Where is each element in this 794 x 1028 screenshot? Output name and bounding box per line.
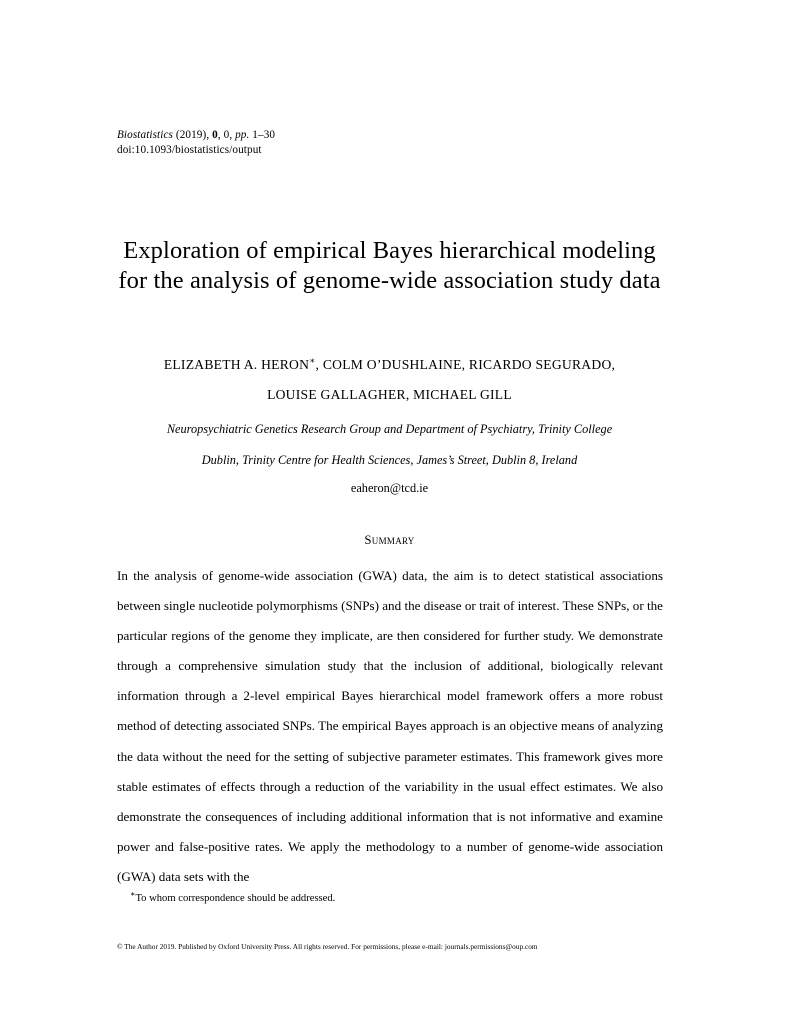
author-names-first-row: ELIZABETH A. HERON <box>163 357 310 372</box>
footnote-text: To whom correspondence should be addressed. <box>135 893 336 904</box>
author-line-1 <box>117 350 662 380</box>
page-title: Exploration of empirical Bayes hierarchical modeling for the analysis of genome-wide association study data <box>118 237 661 294</box>
abstract-section <box>117 561 663 892</box>
journal-header <box>117 128 662 157</box>
journal-issue: , 0, <box>217 129 236 141</box>
journal-volume: 0 <box>212 129 218 141</box>
footnote-corresponding-author <box>130 889 660 906</box>
affiliation-block <box>117 414 662 476</box>
corresponding-email: eaheron@tcd.ie <box>350 481 429 495</box>
journal-page-range: 1–30 <box>249 129 276 141</box>
doi-line: doi:10.1093/biostatistics/output <box>117 143 262 156</box>
affiliation-line-1: Neuropsychiatric Genetics Research Group and Department of Psychiatry, Trinity College <box>166 422 613 436</box>
journal-name: Biostatistics <box>117 129 173 141</box>
journal-year: (2019), <box>173 129 213 141</box>
copyright-notice: © The Author 2019. Published by Oxford University Press. All rights reserved. For permissions, please e-mail: journals.permissions@oup.com <box>117 942 538 951</box>
journal-citation-line <box>117 129 275 141</box>
author-names-first-row-rest: , COLM O’DUSHLAINE, RICARDO SEGURADO, <box>315 357 616 372</box>
affiliation-line-2: Dublin, Trinity Centre for Health Sciences, James’s Street, Dublin 8, Ireland <box>201 453 578 467</box>
author-line-2: LOUISE GALLAGHER, MICHAEL GILL <box>267 387 512 402</box>
footnote-marker: ∗ <box>130 889 136 899</box>
abstract-text: In the analysis of genome-wide association (GWA) data, the aim is to detect statistical associations between single nucleotide polymorphisms (SNPs) and the disease or trait of interest. These SNPs, or the particular regions of the genome they implicate, are then considered for further study. We demonstrate through a comprehensive simulation study that the inclusion of additional, biologically relevant information through a 2-level empirical Bayes hierarchical model framework offers a more robust method of detecting associated SNPs. The empirical Bayes approach is an objective means of analyzing the data without the need for the setting of subjective parameter estimates. This framework gives more stable estimates of effects through a reduction of the variability in the usual effect estimates. We also demonstrate the consequences of including additional information that is not informative and examine power and false-positive rates. We apply the methodology to a number of genome-wide association (GWA) data sets with the <box>117 568 663 884</box>
summary-heading: Summary <box>364 533 415 547</box>
corresponding-author-marker: ∗ <box>309 355 316 366</box>
author-list <box>117 350 662 410</box>
journal-pp-label: pp. <box>235 129 250 141</box>
